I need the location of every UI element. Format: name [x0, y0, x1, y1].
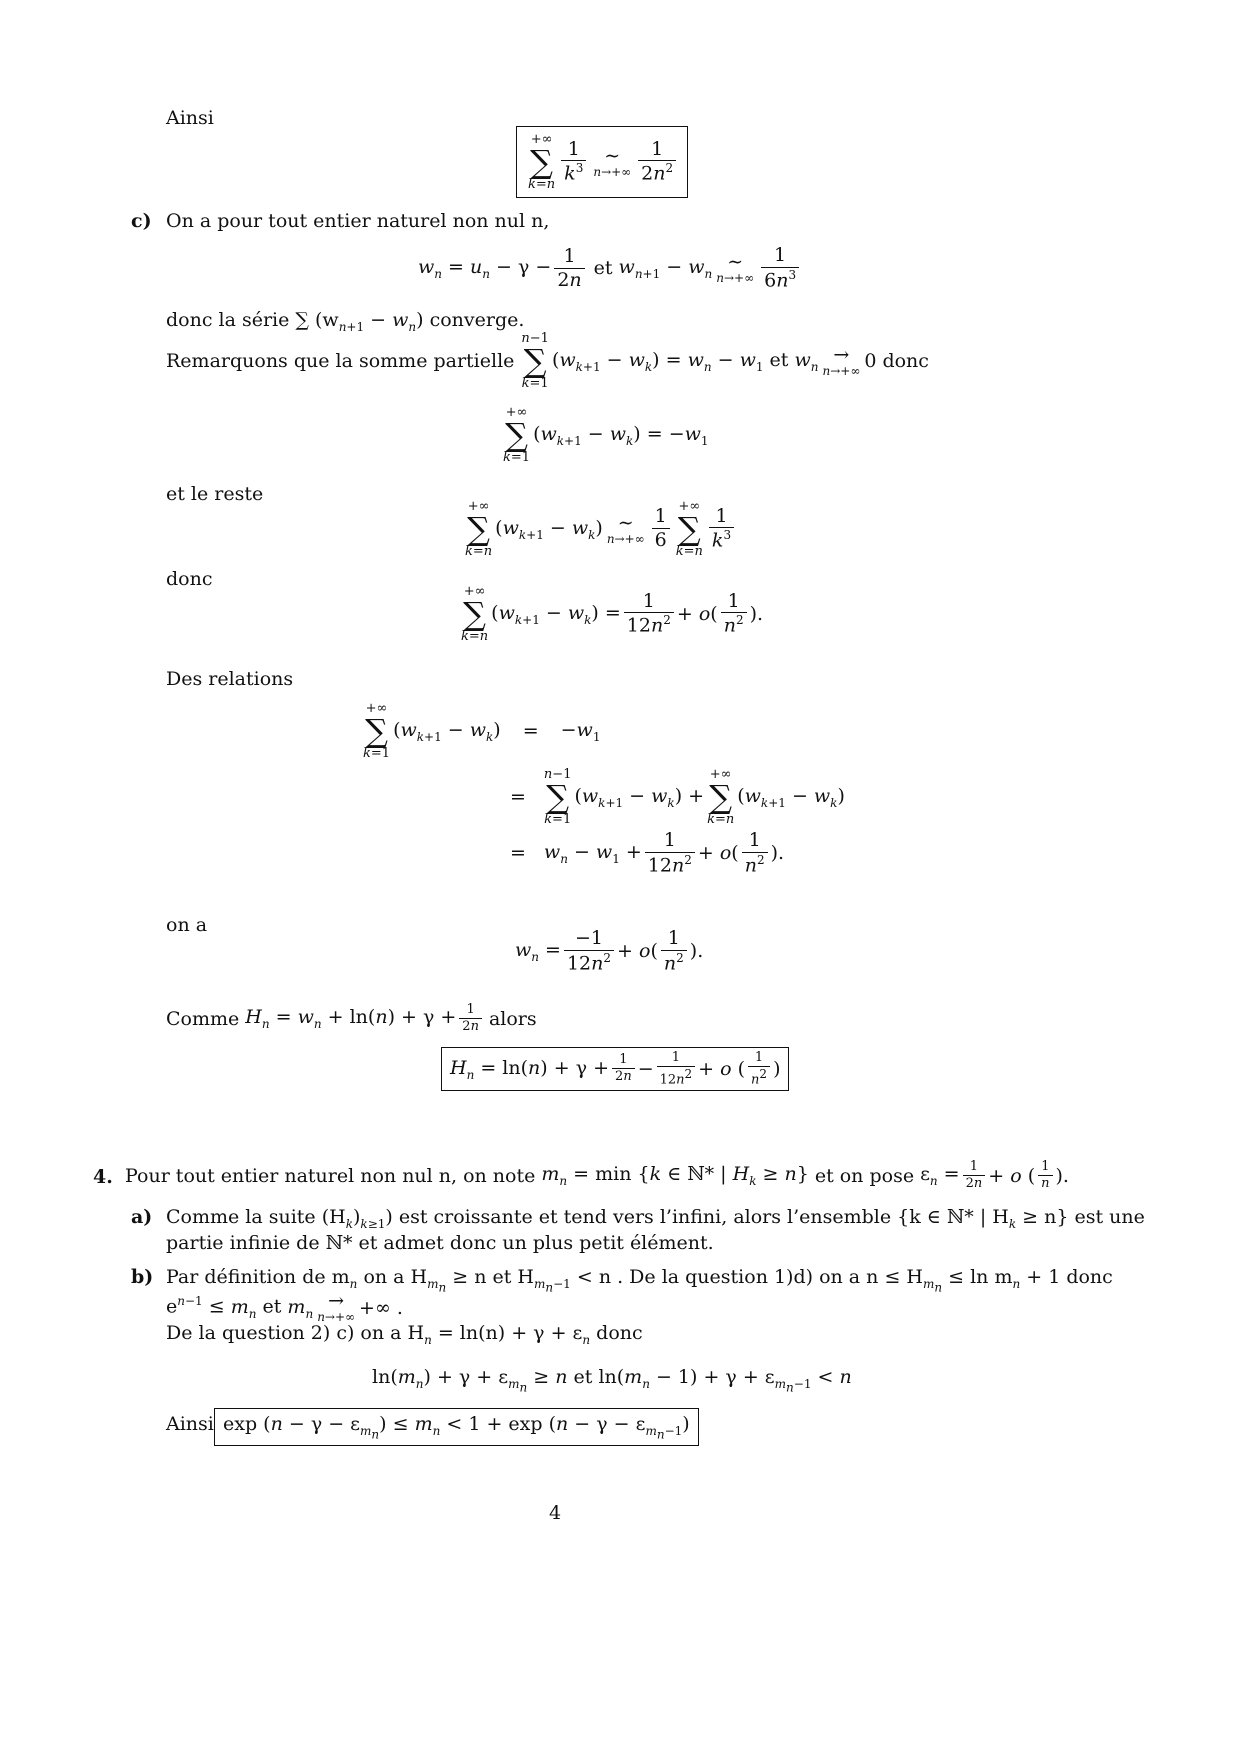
part-a-line-1: Comme la suite $(H_k)_{k\ge 1}$) est croissante et tend vers l’infini, alors l’ensemble {k ∈ ℕ* | $H_k \ge n$} est une — [166, 1206, 1145, 1231]
relations-line-2: = n−1 ∑ k=1 $(w_{k+1} - w_k)$ + +∞ ∑ k=n $(w_{k+1} - w_k)$ — [510, 767, 845, 827]
on-a-label: on a — [166, 914, 208, 936]
boxed-hn-asymptotic: $H_n = \ln(n) + \gamma$ + $\frac{1}{2n}$ − $\frac{1}{12n^2}$ + o ( $\frac{1}{n^2}$ ) — [441, 1047, 789, 1091]
equation-total-sum: +∞ ∑ k=1 $(w_{k+1} - w_k) = -w_1$ — [503, 405, 709, 465]
boxed-mn-bounds: $\exp (n - \gamma - \varepsilon_{m_n}) \le m_n < 1 + \exp (n - \gamma - \varepsilon_{m_n-1})$ — [214, 1408, 699, 1446]
part-b-label: b) — [131, 1266, 154, 1288]
relations-line-1: +∞ ∑ k=1 $(w_{k+1} - w_k)$ = $-w_1$ — [363, 701, 601, 761]
remarque-partial-sum: Remarquons que la somme partielle n−1 ∑ k=1 $(w_{k+1} - w_k) = w_n - w_1$ et $w_n$ → n→+∞ 0 donc — [166, 331, 929, 391]
donc-label: donc — [166, 568, 213, 590]
boxed-result-sum-k3: +∞ ∑ k=n $\frac{1}{k^3}$ ∼ n→+∞ $\frac{1}{2n^2}$ — [516, 126, 688, 198]
equation-reste: +∞ ∑ k=n $(w_{k+1} - w_k)$ ∼ n→+∞ $\frac{1}{6}$ +∞ ∑ k=n $\frac{1}{k^3}$ — [462, 500, 737, 558]
equation-reste-dev: +∞ ∑ k=n $(w_{k+1} - w_k)$ = $\frac{1}{12n^2}$ + o( $\frac{1}{n^2}$ ). — [461, 584, 764, 644]
part-a-line-2: partie infinie de ℕ* et admet donc un plus petit élément. — [166, 1232, 714, 1254]
comme-hn-line: Comme $H_n = w_n + \ln(n) + \gamma$ + $\frac{1}{2n}$ alors — [166, 1002, 537, 1034]
part-b-line-1: Par définition de $m_n$ on a $H_{m_n} \ge n$ et $H_{m_n-1} < n$ . De la question 1)d) on a $n \le H_{m_n} \le \ln m_n + 1$ donc — [166, 1266, 1113, 1295]
equation-wn-result: $w_n$ = $\frac{-1}{12n^2}$ + o( $\frac{1}{n^2}$ ). — [515, 927, 704, 975]
serie-converge-text: donc la série ∑ $(w_{n+1} - w_n)$ converge. — [166, 309, 525, 334]
equation-mn-inequalities: $\ln(m_n) + \gamma + \varepsilon_{m_n} \ge n$ et $\ln(m_n - 1) + \gamma + \varepsilon_{m_n-1} < n$ — [372, 1366, 852, 1395]
relations-line-3: = $w_n - w_1$ + $\frac{1}{12n^2}$ + o( $\frac{1}{n^2}$ ). — [510, 829, 785, 877]
question-4-number: 4. — [93, 1166, 113, 1188]
ainsi-2: Ainsi — [166, 1413, 214, 1435]
reste-label: et le reste — [166, 483, 264, 505]
equation-wn-def: $w_n = u_n - \gamma$ − $\frac{1}{2n}$ et $w_{n+1} - w_n$ ∼ n→+∞ $\frac{1}{6n^3}$ — [418, 245, 802, 292]
part-b-line-2: $e^{n-1} \le m_n$ et $m_n$ → n→+∞ +∞ . — [166, 1290, 403, 1324]
part-b-line-3: De la question 2) c) on a $H_n = \ln(n) + \gamma + \varepsilon_n$ donc — [166, 1322, 643, 1347]
ainsi-1: Ainsi — [166, 107, 214, 129]
part-c-label: c) — [131, 210, 152, 232]
c-intro: On a pour tout entier naturel non nul n, — [166, 210, 550, 232]
part-a-label: a) — [131, 1206, 153, 1228]
page-number: 4 — [549, 1502, 562, 1524]
question-4-intro: Pour tout entier naturel non nul n, on note $m_n = \min \{k$ ∈ ℕ* | $H_k \ge n$} et on pose $\varepsilon_n$ = $\frac{1}{2n}$ + o ( $\frac{1}{n}$ ). — [125, 1159, 1069, 1191]
des-relations-label: Des relations — [166, 668, 294, 690]
